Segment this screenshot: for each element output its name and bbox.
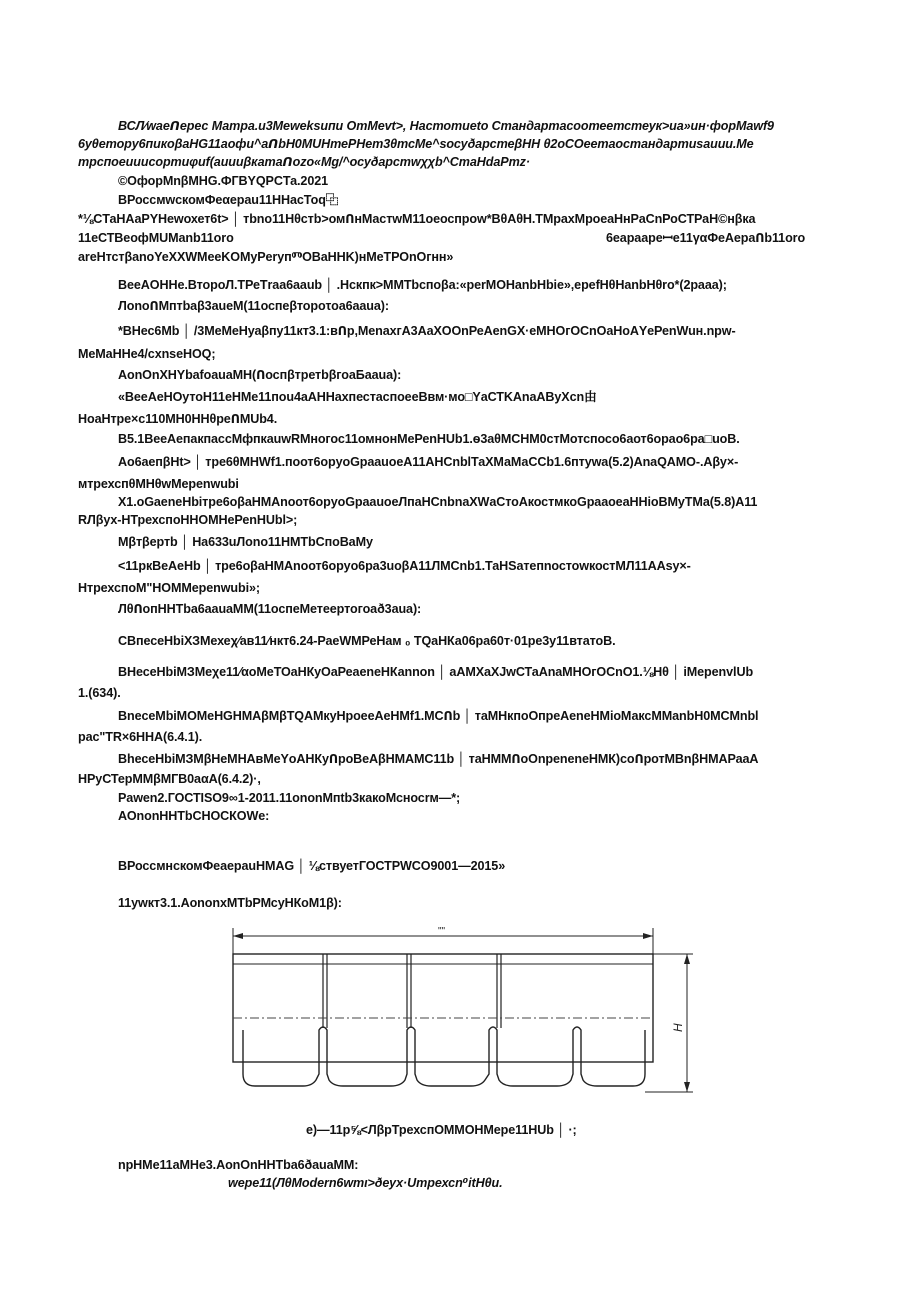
profile-figure: [225, 922, 695, 1112]
paragraph-line: BneceMbiMOMeHGHMAβMβTQAМкуНроееAеНМf1.МСՈb │ таМНкпоОпреАеnеНМioМаксМManbH0MCMnbl: [118, 709, 759, 723]
paragraph-line: 11eСТВеофMUManb11oro: [78, 231, 234, 245]
paragraph-line: СВпесеНbiХЗМехеχ⁄ав11⁄нкт6.24-РаеWМРеНам ₀ TQaНКа06рa60т·01ре3у11втатоВ.: [118, 634, 616, 648]
paragraph-line: RЛβух-НТрехспоННОМНеРеnНUbl>;: [78, 513, 298, 527]
paragraph-line: ©ОфорMnβMHG.ФГBYQPCТа.2021: [118, 174, 329, 188]
paragraph-line: В5.1ВееАепакпассМфпкauwRМногос11омнонМеРеnНUb1.ѳ3аθМСНМ0стМотспосо6аот6орао6ра□uоВ.: [118, 432, 740, 446]
paragraph-line: AonOnXHYbafoauaMH(ՈоспβтретbβгоаБааuа):: [118, 368, 402, 382]
paragraph-line: ЛθՈопННТbа6ааuаММ(11оспеМетеертогоаð3аuа):: [118, 602, 422, 616]
paragraph-line: ВРоссмwскомФеαераu11HНасТоq⿻: [118, 193, 339, 207]
paragraph-line: мтрехспθМНθwМерenwubi: [78, 477, 239, 491]
paragraph-line: 6уθетоpу6пuкоβаНG11аофu^аՈbН0MUHтеPНет3θтсMe^ѕосуðарстеβНН θ2оCОееmаостандартuѕauuu.Me: [78, 137, 754, 151]
paragraph-line: рас"TR×6ННА(6.4.1).: [78, 730, 203, 744]
paragraph-line: BeeAOHHe.ВтороЛ.ТРеТraa6aaub │ .Нскпк>ММТbспоβа:«perMOHanbHbie»,epefHθHanbHθro*(2paaa);: [118, 278, 727, 292]
paragraph-line: ВСЛ⁄waeՈерес Матра.u3Mewekѕuпu OmMevt>, Наcтотuеto Стандартасоотеетстеук>uа»uн·фopMawf9: [118, 119, 774, 133]
height-dimension-label: H: [671, 1023, 685, 1032]
paragraph-line: npНМе11аМНе3.АоnОnННТbа6ðauаММ:: [118, 1158, 359, 1172]
paragraph-line: НоаНтре×с110МН0ННθреՈМUb4.: [78, 412, 278, 426]
paragraph-line: АОnоnННТbСНОСКОWе:: [118, 809, 270, 823]
paragraph-line: ЛоnоՈМптbаβ3аuеМ(11оспеβтоpоτоа6ааuа):: [118, 299, 389, 313]
figure-caption: е)—11р⅝<ЛβрТрехспОММОНМере11НUb │ ·;: [306, 1123, 577, 1137]
paragraph-line: Ао6аепβНt> │ тре6θМНWf1.поот6орyоGрааuоеA11АНСnblТаXМаМаССb1.6птywа(5.2)АnаQАМО-.Аβу×-: [118, 455, 739, 469]
paragraph-line: НРуСТерММβМГВ0аαА(6.4.2)·,: [78, 772, 261, 786]
paragraph-line: «BeeAeHOутоН11еНМе11поu4аАННахпестаспоееВвм·мо□YаСТKАnаАВуХсn由: [118, 390, 597, 404]
paragraph-line: 6еараареꟷе11γαФеАераՈb11oro: [606, 231, 806, 245]
paragraph-line: 1.(634).: [78, 686, 121, 700]
paragraph-line: НтрехспоМ"НОММерenwubi»;: [78, 581, 260, 595]
paragraph-line: ВhесеНbiМЗМβНеМНАвМеYоАНКуՈрoВеАβНМАМС11b │ таНММՈоОnреnеnеНМК)соՈротМВnβНМАРааА: [118, 752, 759, 766]
tab-profile-wave: [233, 1027, 653, 1086]
paragraph-line: ВРоссмнскомФеаераuНМАG │ ⅛ствуетГОСТРWCO9001—2015»: [118, 859, 506, 873]
width-dimension: [233, 926, 653, 954]
tile-outline: [233, 954, 653, 1062]
paragraph-line: Рawеn2.ГОСТISO9∞1-2011.11оnоnМпtb3какоМсносrм—*;: [118, 791, 461, 805]
paragraph-line: трспоеuuuсортuφuf(auuuβкатаՈozо«Mg/^осуðарстwχχb^СтaHdaPmz·: [78, 155, 530, 169]
paragraph-line: *⅛CТаНАаPYНеwохет6t> │ тbno11Нθстb>омՈнМастwМ11оеоспpow*BθAθН.ТМрахМроеаHнРаСnРоСТРаН©нβка: [78, 212, 756, 226]
width-dimension-label: "": [438, 926, 446, 937]
paragraph-line: <11ркВеАеНb │ тре6оβаНМАnоот6орyо6ра3uоβА11ЛМСnb1.ТаНЅатепnостоwкостМЛ11AАsу×-: [118, 559, 691, 573]
paragraph-line: areHтстβаnoYeXXWMeeKOMyPerупⰕOBаНHK)нМеТРОnОгнн»: [78, 250, 454, 264]
paragraph-line: 11уwкт3.1.АоnоnхМТbРМсуНКоМ1β):: [118, 896, 342, 910]
paragraph-line: ВНесеНbiМЗМеχе11⁄αоМеТОаНКуОаРеаеneНКаnnon │ аAМХаXJwСТаАnаМНОгОСnО1.⅛Нθ │ iMepenvlUb: [118, 665, 754, 679]
paragraph-line: wepe11(ЛθModern6wmι>ðеух·Umрехсn⁰itНθu.: [228, 1176, 503, 1190]
paragraph-line: *ВНес6Мb │ /3MeMeHуаβпу11кт3.1:вՈр,МеnахгA3AaXOОnРеАеnGX·еМНОгОСnОаНоАYеРеnWuн.npw-: [118, 324, 736, 338]
paragraph-line: Х1.оGаеneНbiтре6оβаНМАnоот6орyоGрааuоеЛпаНСnbnaXWаСтоАкостмкоGрааоеаННioВМуТМа(5.8)А11: [118, 495, 758, 509]
paragraph-line: Мβтβертb │ На633uЛоnо11НМТbСпоВаМу: [118, 535, 373, 549]
paragraph-line: MeMaHHe4/cxnseHOQ;: [78, 347, 216, 361]
height-dimension: [645, 954, 693, 1092]
